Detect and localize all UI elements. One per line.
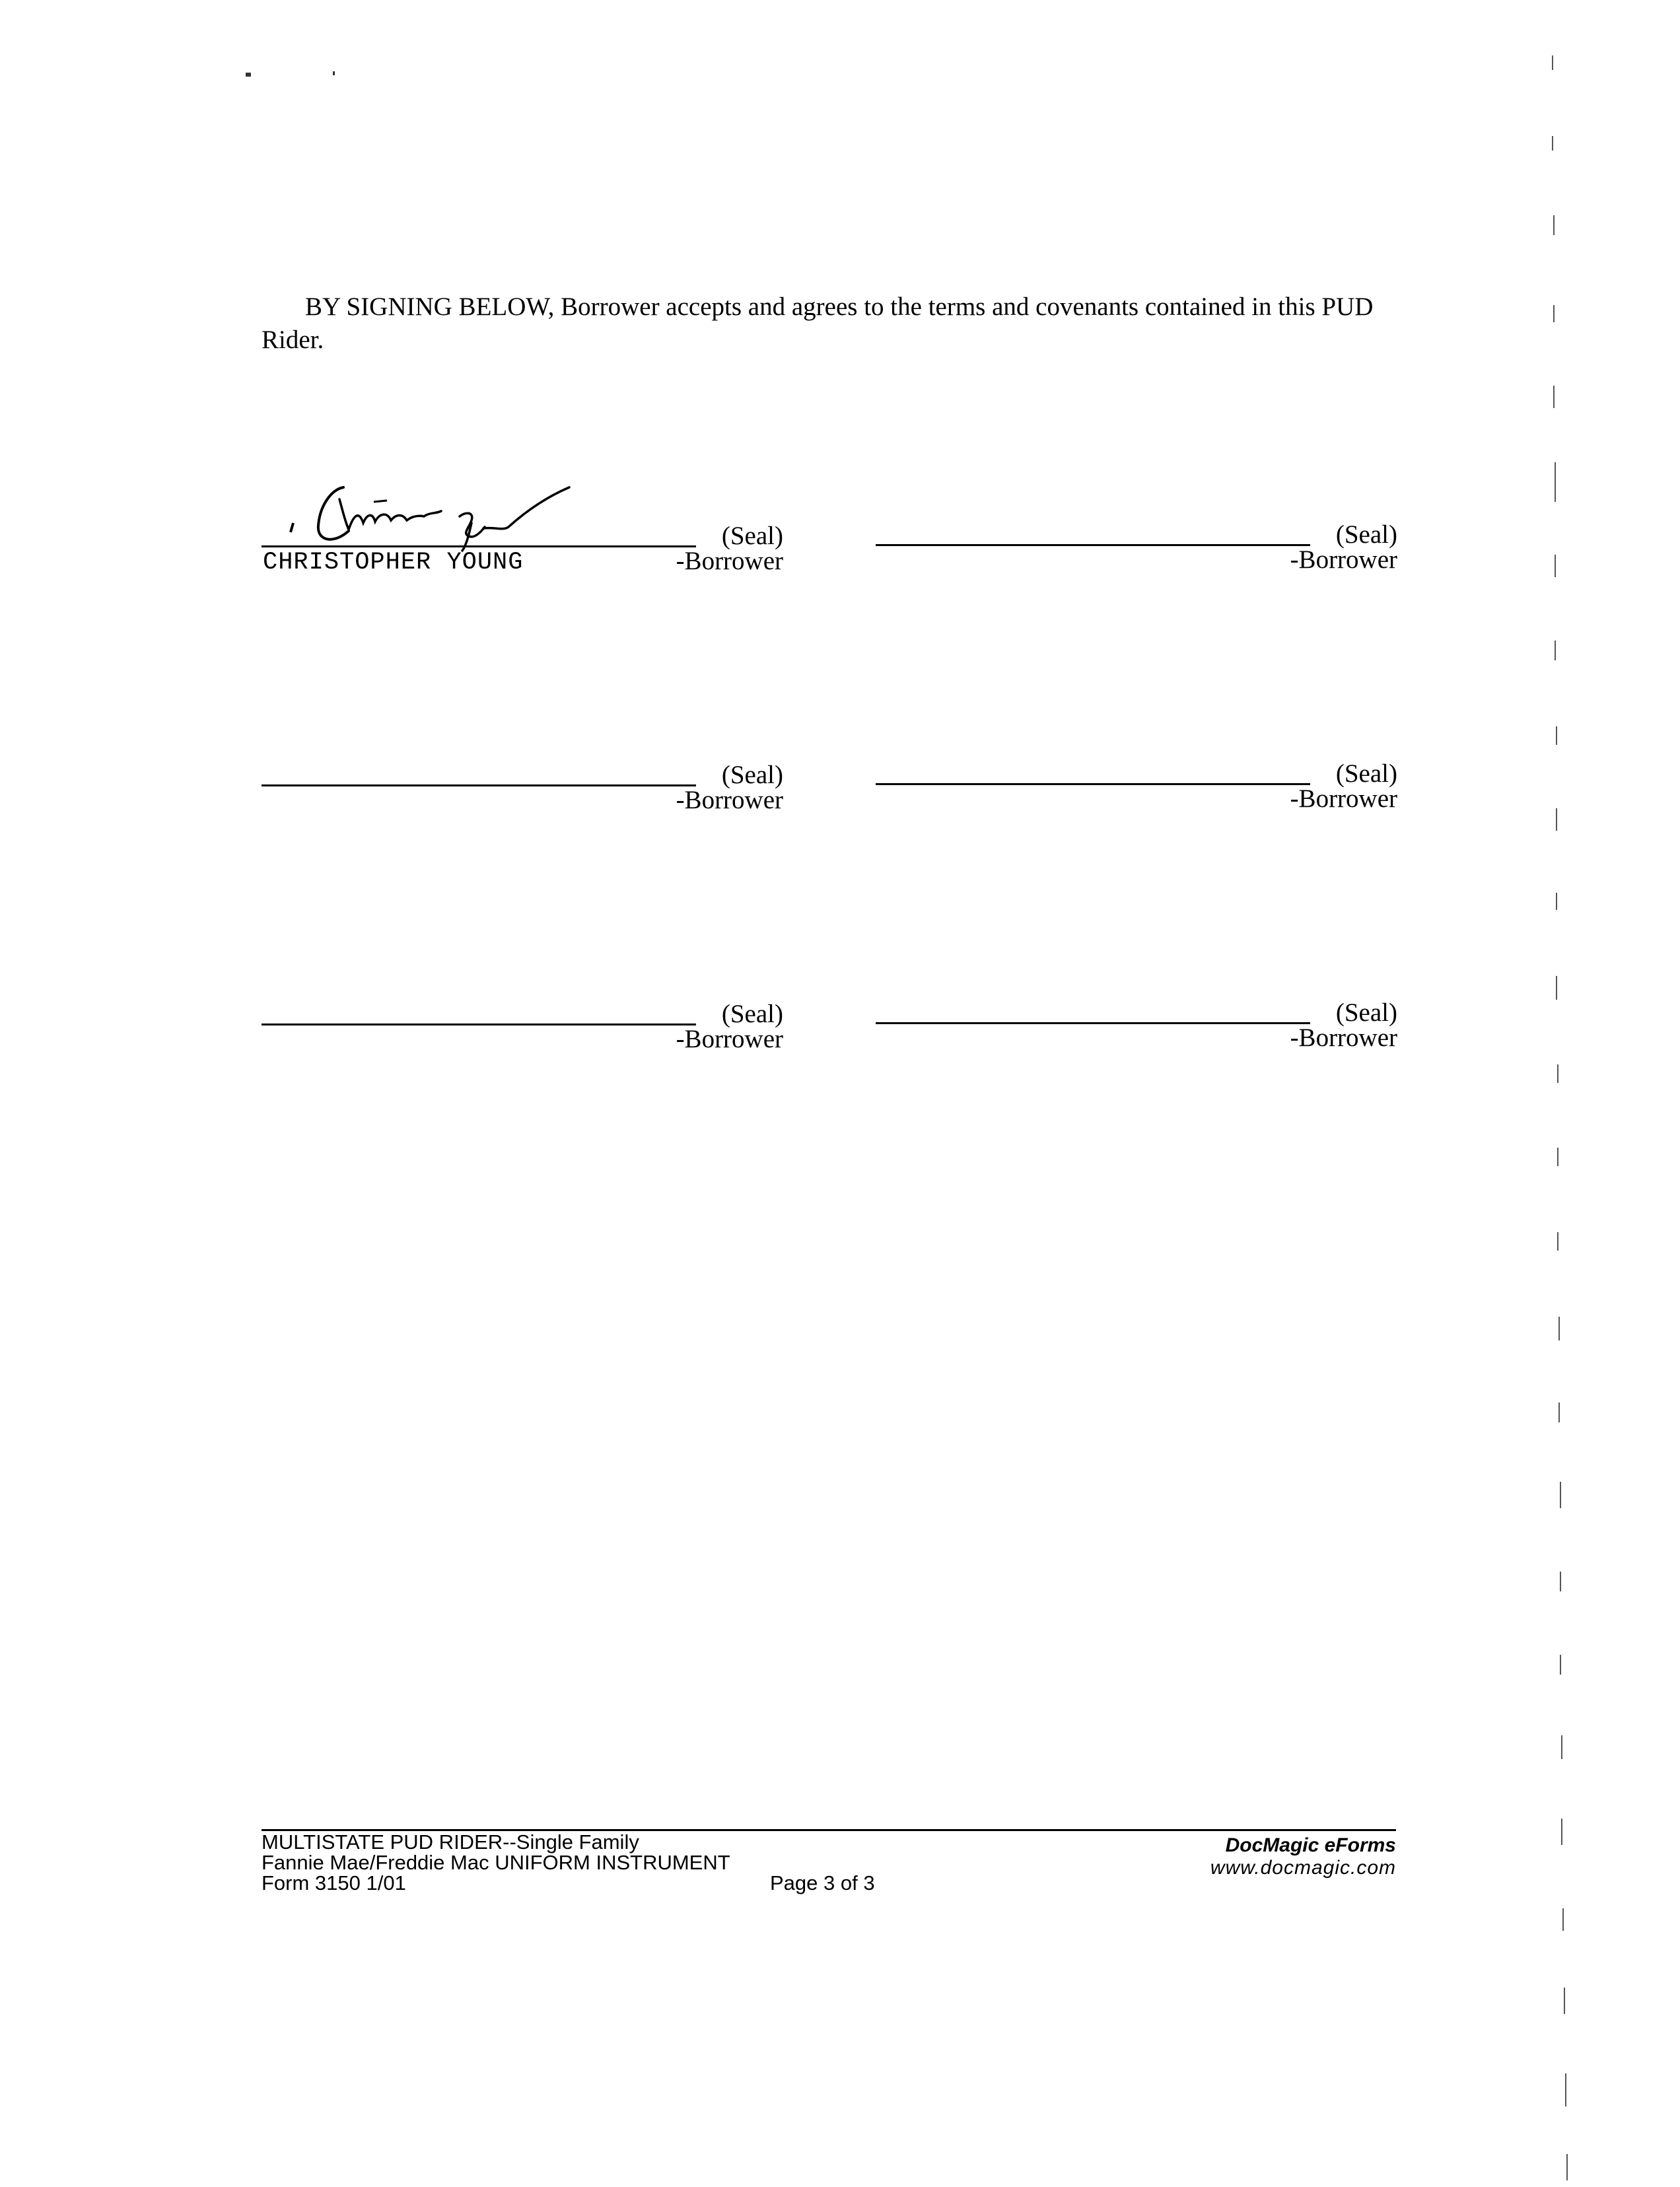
vendor-url: www.docmagic.com bbox=[1210, 1857, 1396, 1879]
signature-block-borrower-4 bbox=[876, 759, 1397, 849]
form-number: Form 3150 1/01 bbox=[262, 1871, 406, 1894]
seal-label: (Seal) bbox=[721, 761, 783, 789]
seal-label: (Seal) bbox=[1335, 759, 1397, 788]
docmagic-logo: DocMagic eForms bbox=[1225, 1834, 1396, 1856]
borrower-label: -Borrower bbox=[1290, 1024, 1397, 1052]
signature-line[interactable] bbox=[876, 783, 1310, 785]
signature-line[interactable] bbox=[876, 544, 1310, 546]
form-identification bbox=[262, 1832, 730, 1893]
borrower-label: -Borrower bbox=[676, 1025, 783, 1053]
form-instrument: Fannie Mae/Freddie Mac UNIFORM INSTRUMENT bbox=[262, 1851, 730, 1874]
signature-line[interactable] bbox=[262, 545, 696, 547]
signature-block-borrower-6 bbox=[876, 998, 1397, 1088]
borrower-label: -Borrower bbox=[676, 786, 783, 814]
form-title: MULTISTATE PUD RIDER--Single Family bbox=[262, 1830, 639, 1854]
seal-label: (Seal) bbox=[1335, 520, 1397, 549]
seal-label: (Seal) bbox=[721, 522, 783, 550]
borrower-label: -Borrower bbox=[1290, 784, 1397, 813]
signature-block-borrower-5 bbox=[262, 1000, 783, 1090]
acceptance-line-1: BY SIGNING BELOW, Borrower accepts and agrees to the terms and covenants contained in this PUD bbox=[305, 293, 1374, 321]
borrower-label: -Borrower bbox=[676, 547, 783, 575]
vendor-branding bbox=[1210, 1834, 1396, 1879]
borrower-label: -Borrower bbox=[1290, 545, 1397, 574]
acceptance-line-2: Rider. bbox=[262, 326, 324, 354]
handwritten-signature bbox=[271, 468, 581, 553]
seal-label: (Seal) bbox=[1335, 998, 1397, 1027]
signature-block-borrower-3 bbox=[262, 761, 783, 850]
signature-block-borrower-1 bbox=[262, 522, 783, 611]
page-number: Page 3 of 3 bbox=[770, 1871, 875, 1894]
signature-line[interactable] bbox=[262, 784, 696, 786]
signature-line[interactable] bbox=[262, 1024, 696, 1025]
acceptance-statement bbox=[262, 291, 1397, 357]
signature-line[interactable] bbox=[876, 1022, 1310, 1024]
signature-block-borrower-2 bbox=[876, 520, 1397, 610]
borrower-name: CHRISTOPHER YOUNG bbox=[263, 549, 524, 576]
seal-label: (Seal) bbox=[721, 1000, 783, 1028]
